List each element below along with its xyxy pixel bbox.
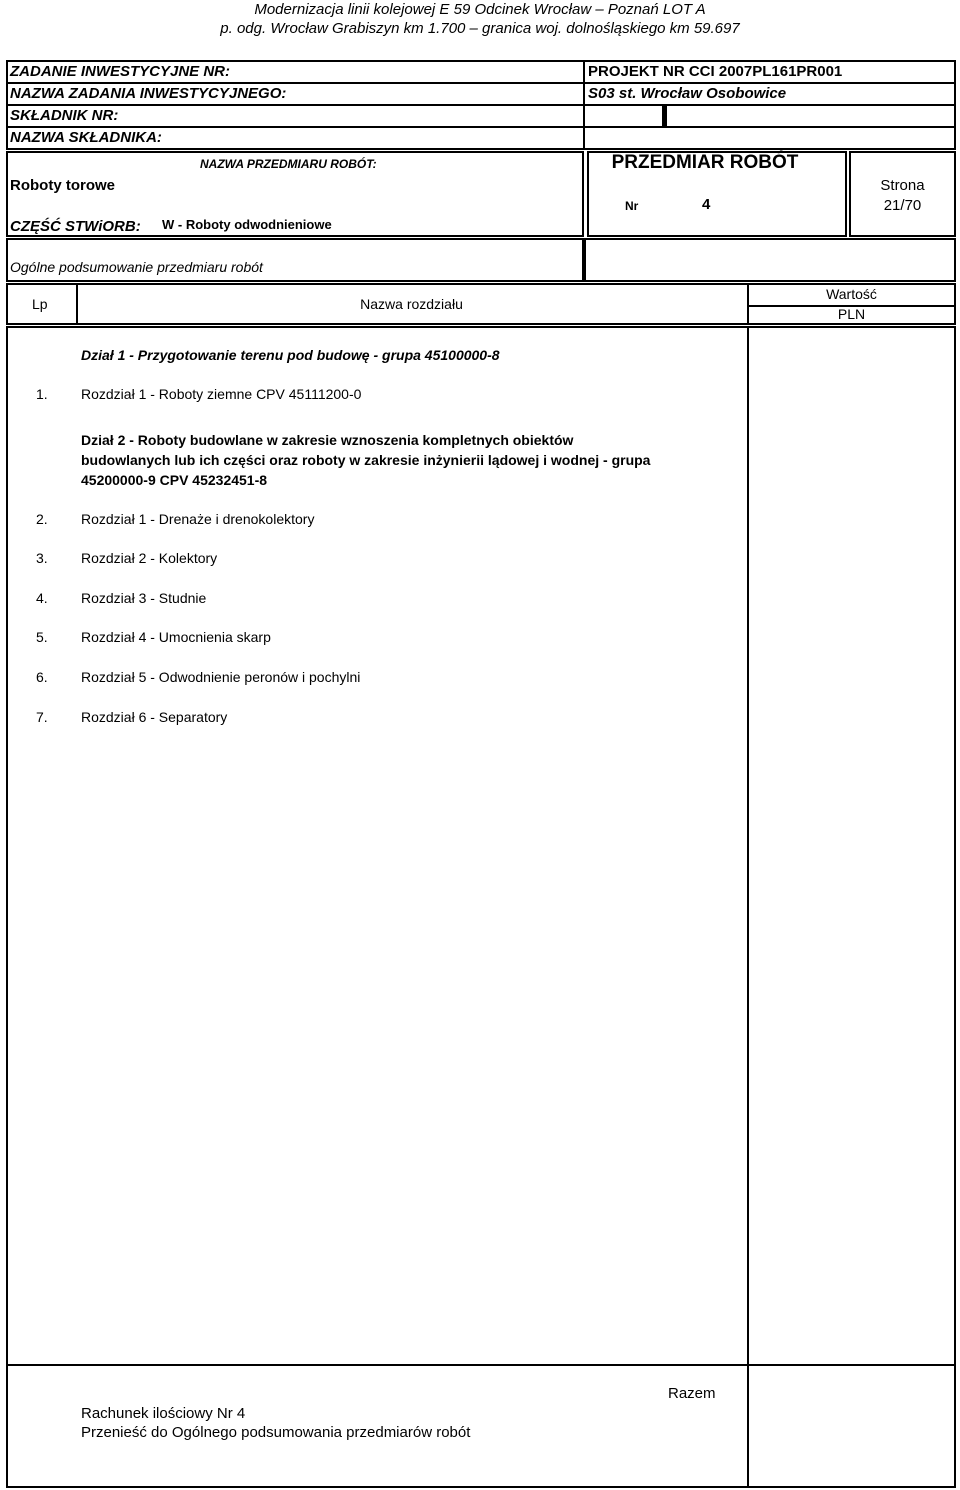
rachunek-label: Rachunek ilościowy Nr 4 xyxy=(81,1405,246,1422)
row-name: Rozdział 6 - Separatory xyxy=(81,709,228,725)
section-dzial-2-line3: 45200000-9 CPV 45232451-8 xyxy=(81,472,268,488)
projekt-number: PROJEKT NR CCI 2007PL161PR001 xyxy=(588,63,843,80)
page-number-block xyxy=(849,151,956,237)
razem-label: Razem xyxy=(668,1385,716,1402)
row-lp: 2. xyxy=(36,511,48,527)
nazwa-zadania-label: NAZWA ZADANIA INWESTYCYJNEGO: xyxy=(10,85,287,102)
section-dzial-2-line2: budowlanych lub ich części oraz roboty w zakresie inżynierii lądowej i wodnej - grupa xyxy=(81,452,651,468)
row-lp: 6. xyxy=(36,669,48,685)
row-lp: 5. xyxy=(36,629,48,645)
column-header-currency: PLN xyxy=(837,306,866,322)
nazwa-skladnika-label: NAZWA SKŁADNIKA: xyxy=(10,129,162,146)
row-lp: 7. xyxy=(36,709,48,725)
nr-value: 4 xyxy=(702,196,711,213)
document-header-line1: Modernizacja linii kolejowej E 59 Odcinek Wrocław – Poznań LOT A xyxy=(254,1,706,18)
summary-empty-box xyxy=(584,238,956,282)
nr-label: Nr xyxy=(625,199,639,213)
row-name: Rozdział 2 - Kolektory xyxy=(81,550,218,566)
document-header-line2: p. odg. Wrocław Grabiszyn km 1.700 – granica woj. dolnośląskiego km 59.697 xyxy=(220,20,740,37)
column-header-name: Nazwa rozdziału xyxy=(360,296,463,312)
skladnik-label: SKŁADNIK NR: xyxy=(10,107,119,124)
station-name: S03 st. Wrocław Osobowice xyxy=(588,85,787,102)
row-lp: 4. xyxy=(36,590,48,606)
row-lp: 1. xyxy=(36,386,48,402)
row-name: Rozdział 1 - Drenaże i drenokolektory xyxy=(81,511,315,527)
row-name: Rozdział 4 - Umocnienia skarp xyxy=(81,629,271,645)
row-name: Rozdział 5 - Odwodnienie peronów i pochylni xyxy=(81,669,361,685)
czesc-stwiorb-value: W - Roboty odwodnieniowe xyxy=(162,217,332,232)
row-lp: 3. xyxy=(36,550,48,566)
column-header-lp: Lp xyxy=(32,296,48,312)
strona-label: Strona xyxy=(880,177,925,194)
zadanie-label: ZADANIE INWESTYCYJNE NR: xyxy=(10,63,231,80)
row-name: Rozdział 3 - Studnie xyxy=(81,590,207,606)
row-name: Rozdział 1 - Roboty ziemne CPV 45111200-0 xyxy=(81,386,362,402)
section-dzial-2-line1: Dział 2 - Roboty budowlane w zakresie wznoszenia kompletnych obiektów xyxy=(81,432,574,448)
przeniesc-label: Przenieść do Ogólnego podsumowania przedmiarów robót xyxy=(81,1424,471,1441)
marker-bar xyxy=(662,106,667,126)
section-dzial-1: Dział 1 - Przygotowanie terenu pod budowę - grupa 45100000-8 xyxy=(81,347,500,363)
summary-title: Ogólne podsumowanie przedmiaru robót xyxy=(10,259,263,275)
strona-value: 21/70 xyxy=(883,197,922,214)
nazwa-przedmiaru-label: NAZWA PRZEDMIARU ROBÓT: xyxy=(200,157,377,171)
przedmiar-title: PRZEDMIAR ROBÓT xyxy=(611,152,799,173)
column-header-value: Wartość xyxy=(826,286,877,302)
roboty-type: Roboty torowe xyxy=(10,177,115,194)
czesc-stwiorb-label: CZĘŚĆ STWiORB: xyxy=(10,218,141,235)
